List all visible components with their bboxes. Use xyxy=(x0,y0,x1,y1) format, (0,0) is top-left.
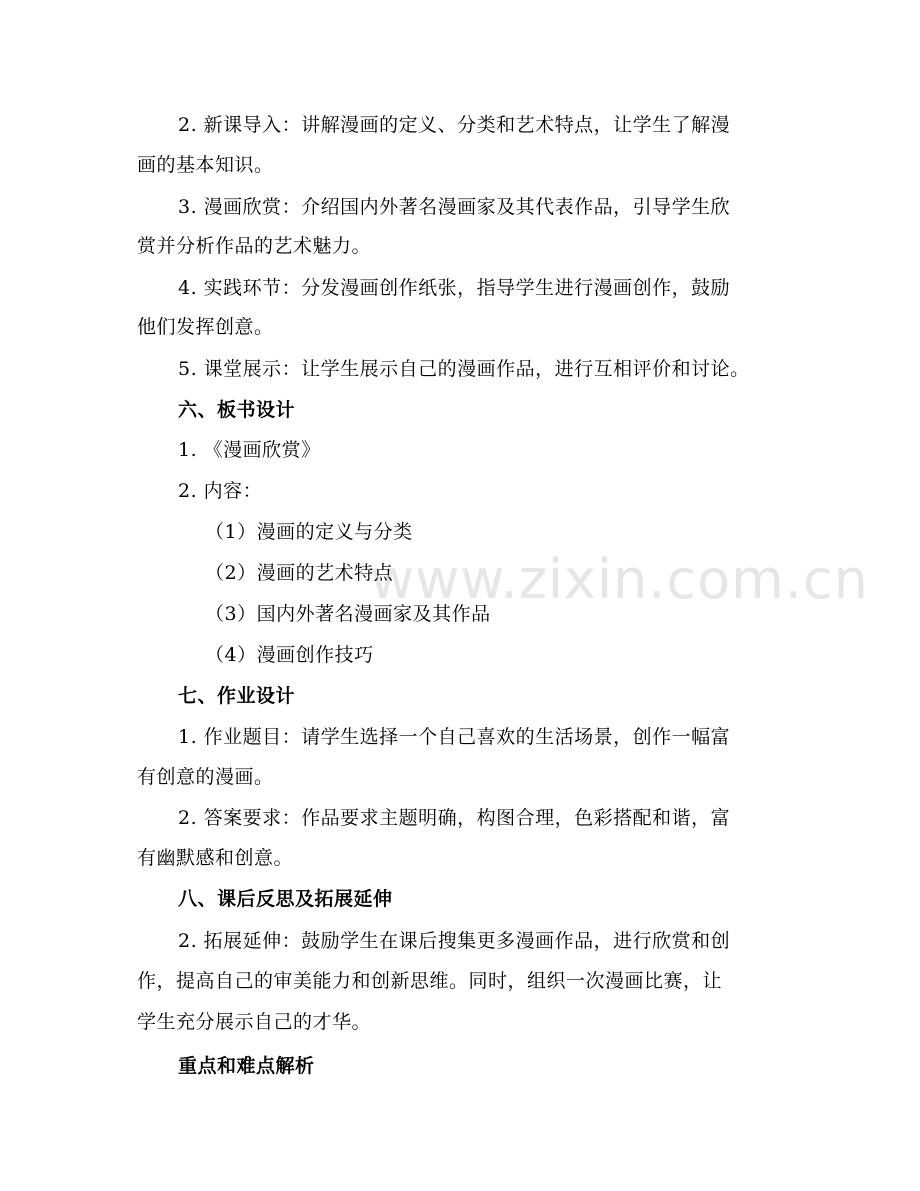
text-line: 1. 作业题目：请学生选择一个自己喜欢的生活场景，创作一幅富 xyxy=(178,726,731,748)
list-item: （1）漫画的定义与分类 xyxy=(205,521,413,543)
section-heading: 重点和难点解析 xyxy=(178,1055,315,1077)
section-heading: 六、板书设计 xyxy=(178,399,296,421)
text-line: 2. 新课导入：讲解漫画的定义、分类和艺术特点，让学生了解漫 xyxy=(178,114,731,136)
watermark: www.zixin.com.cn xyxy=(370,548,869,611)
text-line: 画的基本知识。 xyxy=(137,154,274,176)
text-line: 3. 漫画欣赏：介绍国内外著名漫画家及其代表作品，引导学生欣 xyxy=(178,196,731,218)
text-line: 作，提高自己的审美能力和创新思维。同时，组织一次漫画比赛，让 xyxy=(137,970,723,992)
text-line: 有幽默感和创意。 xyxy=(137,847,294,869)
text-line: 赏并分析作品的艺术魅力。 xyxy=(137,235,372,257)
text-line: 学生充分展示自己的才华。 xyxy=(137,1011,372,1033)
text-line: 他们发挥创意。 xyxy=(137,316,274,338)
text-line: 1. 《漫画欣赏》 xyxy=(178,439,321,461)
section-heading: 七、作业设计 xyxy=(178,685,296,707)
text-line: 2. 答案要求：作品要求主题明确，构图合理，色彩搭配和谐，富 xyxy=(178,807,731,829)
text-line: 2. 拓展延伸：鼓励学生在课后搜集更多漫画作品，进行欣赏和创 xyxy=(178,930,731,952)
section-heading: 八、课后反思及拓展延伸 xyxy=(178,888,393,910)
text-line: 有创意的漫画。 xyxy=(137,766,274,788)
list-item: （4）漫画创作技巧 xyxy=(205,644,374,666)
text-line: 2. 内容： xyxy=(178,480,263,502)
text-line: 4. 实践环节：分发漫画创作纸张，指导学生进行漫画创作，鼓励 xyxy=(178,277,731,299)
list-item: （3）国内外著名漫画家及其作品 xyxy=(205,603,491,625)
text-line: 5. 课堂展示：让学生展示自己的漫画作品，进行互相评价和讨论。 xyxy=(178,358,750,380)
list-item: （2）漫画的艺术特点 xyxy=(205,562,394,584)
